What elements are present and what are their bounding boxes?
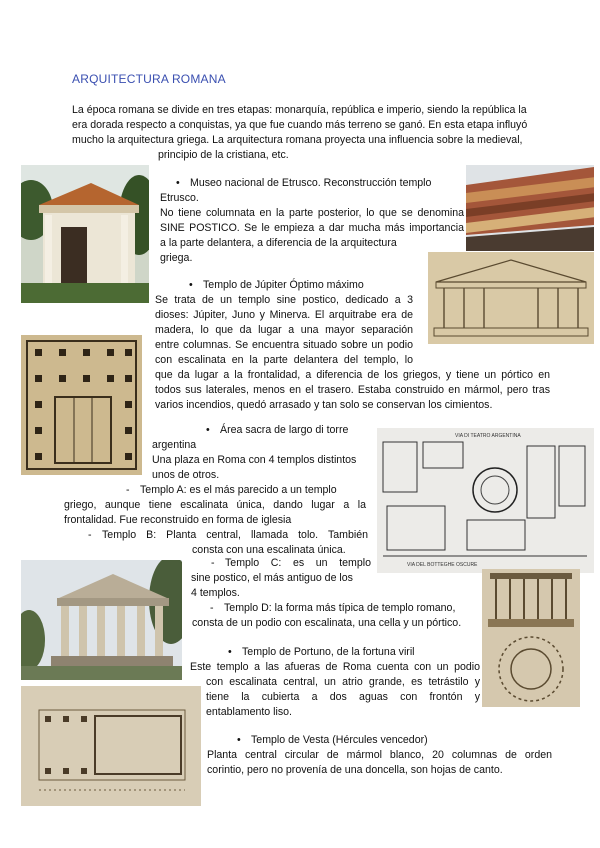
- templo-b-heading: - Templo B: Planta central, llamada tolo. También: [88, 529, 368, 541]
- etrusco-line: Etrusco.: [160, 192, 199, 204]
- vesta-line: corintio, pero no provenía de una doncella, son hojas de canto.: [207, 764, 503, 776]
- jupiter-line: que da lugar a la frontalidad, a diferencia de los griegos, y tiene un pórtico en: [155, 369, 550, 381]
- dash-icon: -: [211, 557, 215, 569]
- map-street-label: VIA DI TEATRO ARGENTINA: [455, 433, 521, 439]
- bullet-icon: •: [176, 177, 180, 189]
- templo-b-line: consta con una escalinata única.: [192, 544, 346, 556]
- jupiter-section: [155, 278, 550, 413]
- templo-a-section: [64, 483, 366, 528]
- area-sacra-map: [377, 428, 594, 573]
- etrusco-line: a la parte delantera, a diferencia de la arquitectura: [160, 237, 397, 249]
- area-sacra-section: [152, 423, 374, 483]
- bullet-icon: •: [228, 646, 232, 658]
- area-heading: • Área sacra de largo di torre: [206, 424, 349, 436]
- templo-a-line: griego, aunque tiene escalinata única, dando lugar a la: [64, 499, 366, 511]
- jupiter-line: madera, lo que da lugar a una mayor separación: [155, 324, 413, 336]
- vesta-temple-drawing: [482, 569, 580, 707]
- jupiter-line: Se trata de un templo sine postico, dedicado a 3: [155, 294, 413, 306]
- etrusco-heading: • Museo nacional de Etrusco. Reconstrucción templo: [176, 177, 432, 189]
- dash-icon: -: [126, 484, 130, 496]
- intro-line: principio de la cristiana, etc.: [158, 149, 289, 161]
- templo-a-line: frontalidad. Fue reconstruido en forma de iglesia: [64, 514, 292, 526]
- jupiter-heading: • Templo de Júpiter Óptimo máximo: [189, 279, 364, 291]
- templo-a-heading: - Templo A: es el más parecido a un templo: [126, 484, 337, 496]
- area-line: unos de otros.: [152, 469, 220, 481]
- portuno-line: tiene la cubierta a dos aguas con frontón y: [206, 691, 480, 703]
- etrusco-line: SINE POSTICO. Se le empieza a dar mucha más importancia: [160, 222, 464, 234]
- templo-d-section: [192, 601, 482, 631]
- bullet-icon: •: [237, 734, 241, 746]
- bullet-icon: •: [206, 424, 210, 436]
- portuno-heading: • Templo de Portuno, de la fortuna viril: [228, 646, 415, 658]
- vesta-heading: • Templo de Vesta (Hércules vencedor): [237, 734, 428, 746]
- bullet-icon: •: [189, 279, 193, 291]
- portuno-line: con escalinata central, un atrio grande, es tetrástilo y: [206, 676, 480, 688]
- templo-c-line: sine postico, el más antiguo de los: [191, 572, 353, 584]
- dash-icon: -: [88, 529, 92, 541]
- templo-c-line: 4 templos.: [191, 587, 240, 599]
- area-line: Una plaza en Roma con 4 templos distintos: [152, 454, 357, 466]
- map-street-label: VIA DEL BOTTEGHE OSCURE: [407, 562, 478, 568]
- intro-line: mucho la arquitectura griega. La arquitectura romana proyecta una influencia sobre la medieval,: [72, 134, 523, 146]
- portuno-line: entablamento liso.: [206, 706, 292, 718]
- templo-d-heading: - Templo D: la forma más típica de templo romano,: [210, 602, 456, 614]
- jupiter-line: dioses: Júpiter, Juno y Minerva. El arquitrabe era de: [155, 309, 413, 321]
- portuno-section: [190, 645, 480, 720]
- templo-d-line: consta de un podio con escalinata, una cella y un pórtico.: [192, 617, 462, 629]
- etrusco-line: No tiene columnata en la parte posterior, lo que se denomina: [160, 207, 464, 219]
- intro-line: La época romana se divide en tres etapas: monarquía, república e imperio, siendo la república la: [72, 104, 527, 116]
- portuno-line: Este templo a las afueras de Roma cuenta con un podio: [190, 661, 480, 673]
- templo-b-section: [88, 528, 368, 558]
- templo-c-heading: - Templo C: es un templo: [211, 557, 371, 569]
- intro-paragraph: [72, 103, 554, 163]
- terracotta-roof-photo: [466, 165, 594, 251]
- page-title: ARQUITECTURA ROMANA: [72, 72, 226, 86]
- portunus-temple-plan: [21, 686, 201, 806]
- vesta-section: [207, 733, 552, 778]
- jupiter-line: todos sus laterales, menos en el trasero. Estaba construido en mármol, pero tras: [155, 384, 550, 396]
- etrusco-section: [160, 176, 464, 266]
- portunus-temple-photo: [21, 560, 182, 680]
- etruscan-temple-photo: [21, 165, 149, 303]
- templo-c-section: [191, 556, 371, 601]
- jupiter-temple-plan: [21, 335, 142, 475]
- area-line: argentina: [152, 439, 197, 451]
- jupiter-line: entre columnas. Se encuentra situado sobre un podio: [155, 339, 413, 351]
- etrusco-line: griega.: [160, 252, 193, 264]
- intro-line: era dorada respecto a conquistas, ya que fue cuando más terreno se ganó. En esta etapa influyó: [72, 119, 528, 131]
- jupiter-line: con escalinata en la parte delantera del templo, lo: [155, 354, 413, 366]
- vesta-line: Planta central circular de mármol blanco, 20 columnas de orden: [207, 749, 552, 761]
- dash-icon: -: [210, 602, 214, 614]
- jupiter-line: varios incendios, quedó arrasado y tan solo se conservan los cimientos.: [155, 399, 493, 411]
